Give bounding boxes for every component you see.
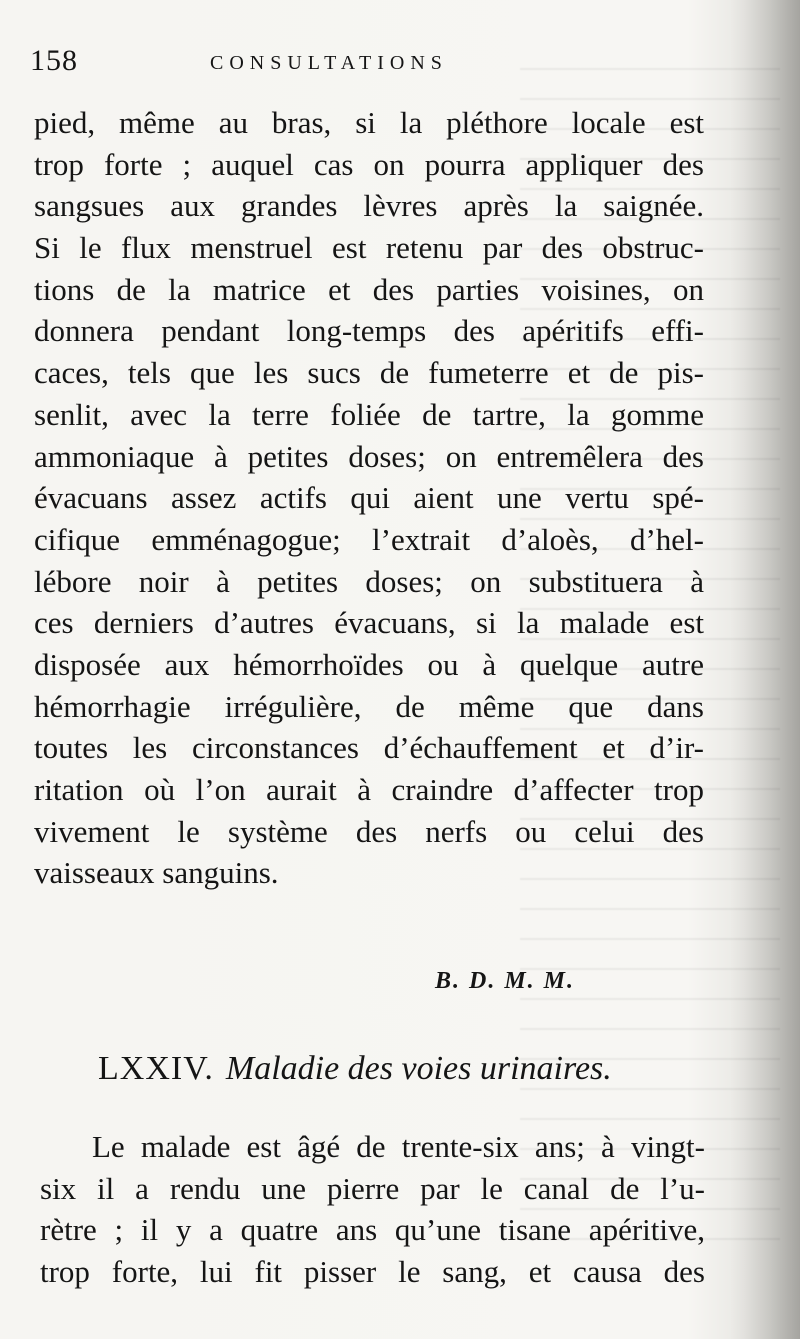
text-line: cifique emménagogue; l’extrait d’aloès, d’hel- [34,521,704,557]
text-line: trop forte, lui fit pisser le sang, et causa des [40,1254,705,1290]
text-line: hémorrhagie irrégulière, de même que dans [34,688,704,724]
text-line: toutes les circonstances d’échauffement et d’ir- [34,730,704,766]
text-line: trop forte ; auquel cas on pourra appliquer des [34,146,704,182]
text-line: six il a rendu une pierre par le canal de l’u- [40,1170,705,1206]
text-line: tions de la matrice et des parties voisines, on [34,271,704,307]
text-line: sangsues aux grandes lèvres après la saignée. [34,188,704,224]
text-line: pied, même au bras, si la pléthore locale est [34,105,704,140]
text-line: senlit, avec la terre foliée de tartre, la gomme [34,396,704,432]
text-line: lébore noir à petites doses; on substituera à [34,563,704,599]
page-number: 158 [30,44,78,77]
section-divider [48,1014,658,1015]
running-head [30,38,720,88]
text-line: Si le flux menstruel est retenu par des obstruc- [34,230,704,266]
text-line: ammoniaque à petites doses; on entremêlera des [34,438,704,474]
section-heading [98,1050,612,1088]
text-line: vivement le système des nerfs ou celui des [34,813,704,849]
section-title: Maladie des voies urinaires. [225,1050,612,1087]
running-title: CONSULTATIONS [210,52,448,74]
text-line: caces, tels que les sucs de fumeterre et de pis- [34,355,704,391]
paragraph-1 [34,102,704,894]
paragraph-2 [40,1125,705,1292]
text-line: rètre ; il y a quatre ans qu’une tisane apéritive, [40,1212,705,1248]
text-line-last: vaisseaux sanguins. [34,855,279,891]
text-line: donnera pendant long-temps des apéritifs effi- [34,313,704,349]
text-line: ritation où l’on aurait à craindre d’affecter trop [34,772,704,807]
page-edge-shadow [730,0,800,1339]
signature: B. D. M. M. [435,968,576,994]
text-line: ces derniers d’autres évacuans, si la malade est [34,605,704,641]
text-line: évacuans assez actifs qui aient une vertu spé- [34,480,704,516]
text-line: disposée aux hémorrhoïdes ou à quelque autre [34,646,704,682]
text-line: Le malade est âgé de trente-six ans; à vingt- [92,1129,705,1164]
section-number: LXXIV. [98,1050,214,1087]
